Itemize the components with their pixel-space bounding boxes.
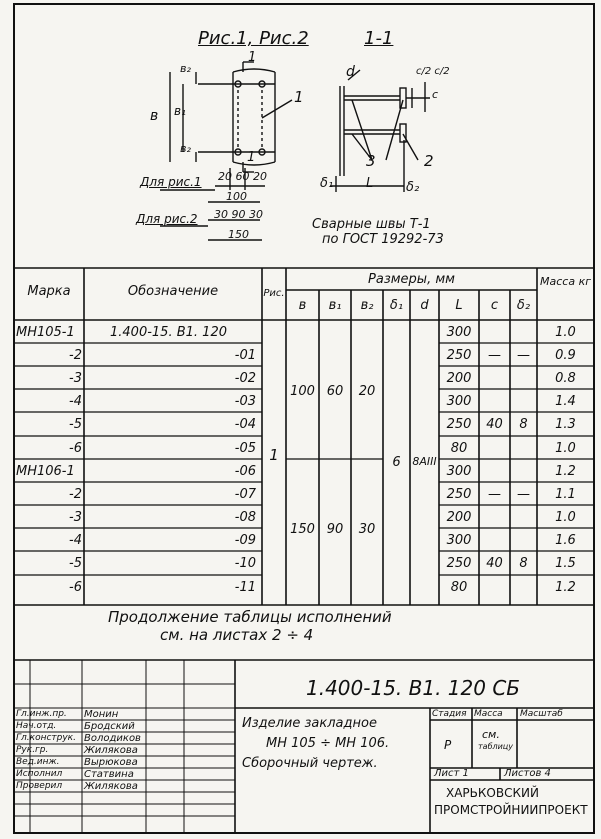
- row-c: 40: [486, 417, 503, 432]
- sheet-label: Лист 1: [434, 768, 469, 779]
- row-designation: -06: [234, 464, 256, 479]
- group2-b1: 90: [326, 522, 344, 537]
- weld-note-2: по ГОСТ 19292-73: [322, 232, 444, 247]
- row-mark: -6: [69, 580, 82, 595]
- figure-title: Рис.1, Рис.2: [198, 28, 309, 49]
- row-c: —: [488, 348, 501, 363]
- row-mass: 1.2: [555, 580, 576, 595]
- dim-b1: в₁: [174, 104, 186, 118]
- header-b2: в₂: [360, 298, 374, 313]
- header-d: d: [420, 298, 429, 313]
- signer-name: Статвина: [84, 769, 134, 780]
- dim-b2-bottom: в₂: [180, 142, 191, 155]
- dim-b: в: [150, 108, 159, 124]
- product-name-2: МН 105 ÷ МН 106.: [266, 736, 390, 751]
- row-designation: -03: [234, 394, 256, 409]
- signer-role: Гл.инж.пр.: [16, 709, 67, 719]
- row-designation: 1.400-15. В1. 120: [110, 325, 227, 340]
- header-b: в: [298, 298, 307, 313]
- row-mass: 1.0: [555, 441, 576, 456]
- row-mark: -6: [69, 441, 82, 456]
- group2-b2: 30: [358, 522, 376, 537]
- signer-role: Рук.гр.: [16, 745, 49, 755]
- row-delta2: 8: [519, 417, 528, 432]
- row-L: 80: [450, 580, 468, 595]
- dim-fig2: 30 90 30: [214, 208, 263, 221]
- row-mark: -3: [69, 510, 82, 525]
- section-mark-top: 1: [248, 50, 257, 65]
- dim-150: 150: [228, 228, 249, 241]
- signer-role: Гл.конструк.: [16, 733, 76, 743]
- row-mark: -2: [69, 487, 82, 502]
- callout-3: 3: [366, 152, 376, 170]
- row-mark: -5: [69, 556, 82, 571]
- signer-name: Жилякова: [84, 745, 138, 756]
- signer-name: Вырюкова: [84, 757, 138, 768]
- row-mass: 1.3: [555, 417, 576, 432]
- group2-b: 150: [290, 522, 315, 537]
- header-b1: в₁: [328, 298, 342, 313]
- group1-b2: 20: [358, 384, 376, 399]
- row-designation: -02: [234, 371, 256, 386]
- dim-L: L: [366, 176, 374, 191]
- row-delta2: —: [517, 348, 530, 363]
- row-L: 250: [446, 417, 472, 432]
- product-name-1: Изделие закладное: [242, 716, 377, 731]
- row-mass: 1.5: [555, 556, 576, 571]
- row-L: 300: [446, 464, 472, 479]
- dim-c: c: [432, 88, 439, 101]
- dim-b2-top: в₂: [180, 62, 191, 75]
- mass-value-2: таблицу: [478, 742, 513, 751]
- callout-1: 1: [294, 88, 304, 106]
- header-dimensions: Размеры, мм: [368, 272, 455, 287]
- row-mass: 0.8: [555, 371, 576, 386]
- row-designation: -05: [234, 441, 256, 456]
- row-L: 250: [446, 556, 472, 571]
- row-L: 300: [446, 394, 472, 409]
- header-mass: Масса кг: [540, 275, 591, 288]
- row-L: 300: [446, 325, 472, 340]
- signer-role: Проверил: [16, 781, 63, 791]
- row-mass: 0.9: [555, 348, 576, 363]
- fig-value: 1: [269, 446, 279, 464]
- label-fig2: Для рис.2: [136, 212, 198, 226]
- row-mark: -5: [69, 417, 82, 432]
- header-delta2: δ₂: [516, 298, 531, 313]
- row-delta2: —: [517, 487, 530, 502]
- signer-name: Жилякова: [84, 781, 138, 792]
- row-delta2: 8: [519, 556, 528, 571]
- stage-value: Р: [444, 738, 452, 752]
- row-L: 300: [446, 533, 472, 548]
- weld-note-1: Сварные швы Т-1: [312, 217, 431, 232]
- row-mark: -4: [69, 394, 82, 409]
- group1-b1: 60: [326, 384, 344, 399]
- row-mass: 1.4: [555, 394, 576, 409]
- header-mark: Марка: [27, 284, 71, 299]
- row-mark: -2: [69, 348, 82, 363]
- mass-value: см.: [482, 728, 500, 741]
- header-fig: Рис.: [263, 288, 285, 299]
- product-name-3: Сборочный чертеж.: [242, 756, 378, 771]
- header-c: c: [490, 298, 499, 313]
- row-L: 80: [450, 441, 468, 456]
- org-name-2: ПРОМСТРОЙНИИПРОЕКТ: [434, 803, 588, 817]
- row-designation: -10: [234, 556, 256, 571]
- document-code: 1.400-15. В1. 120 СБ: [306, 676, 521, 700]
- dim-fig1: 20 60 20: [218, 170, 267, 183]
- row-designation: -04: [234, 417, 256, 432]
- row-mark: -4: [69, 533, 82, 548]
- section-mark-bottom: 1: [247, 150, 256, 165]
- header-L: L: [455, 298, 463, 313]
- row-mark: МН105-1: [16, 325, 75, 340]
- header-designation: Обозначение: [127, 284, 219, 299]
- signer-name: Монин: [84, 709, 119, 720]
- row-mass: 1.6: [555, 533, 576, 548]
- row-designation: -08: [234, 510, 256, 525]
- signer-role: Исполнил: [16, 769, 63, 779]
- row-c: —: [488, 487, 501, 502]
- row-c: 40: [486, 556, 503, 571]
- row-L: 250: [446, 487, 472, 502]
- signer-name: Бродский: [84, 721, 135, 732]
- header-delta1: δ₁: [389, 298, 404, 313]
- row-designation: -11: [234, 580, 256, 595]
- dim-c2: c/2 c/2: [416, 66, 450, 77]
- dim-100: 100: [226, 190, 247, 203]
- continuation-note-1: Продолжение таблицы исполнений: [108, 608, 392, 626]
- label-fig1: Для рис.1: [140, 175, 202, 189]
- row-mass: 1.2: [555, 464, 576, 479]
- signer-name: Володиков: [84, 733, 141, 744]
- section-title: 1-1: [364, 28, 394, 49]
- stage-header: Стадия: [432, 709, 467, 719]
- dim-d: d: [346, 64, 355, 80]
- d-value: 8AIII: [412, 455, 437, 468]
- row-mark: -3: [69, 371, 82, 386]
- row-L: 250: [446, 348, 472, 363]
- signer-role: Вед.инж.: [16, 757, 60, 767]
- sheets-label: Листов 4: [504, 768, 551, 779]
- signer-role: Нач.отд.: [16, 721, 57, 731]
- group1-b: 100: [290, 384, 315, 399]
- row-mass: 1.0: [555, 325, 576, 340]
- row-mass: 1.0: [555, 510, 576, 525]
- scale-header: Масштаб: [520, 709, 563, 719]
- row-L: 200: [446, 510, 472, 525]
- dim-delta2: δ₂: [406, 180, 420, 195]
- row-mass: 1.1: [555, 487, 576, 502]
- row-designation: -01: [234, 348, 256, 363]
- row-designation: -09: [234, 533, 256, 548]
- dim-delta1: δ₁: [320, 176, 334, 191]
- callout-2: 2: [424, 152, 434, 170]
- continuation-note-2: см. на листах 2 ÷ 4: [160, 626, 314, 644]
- row-L: 200: [446, 371, 472, 386]
- row-mark: МН106-1: [16, 464, 75, 479]
- mass-header: Масса: [474, 709, 503, 719]
- org-name-1: ХАРЬКОВСКИЙ: [446, 786, 539, 800]
- delta1-value: 6: [392, 455, 401, 470]
- row-designation: -07: [234, 487, 256, 502]
